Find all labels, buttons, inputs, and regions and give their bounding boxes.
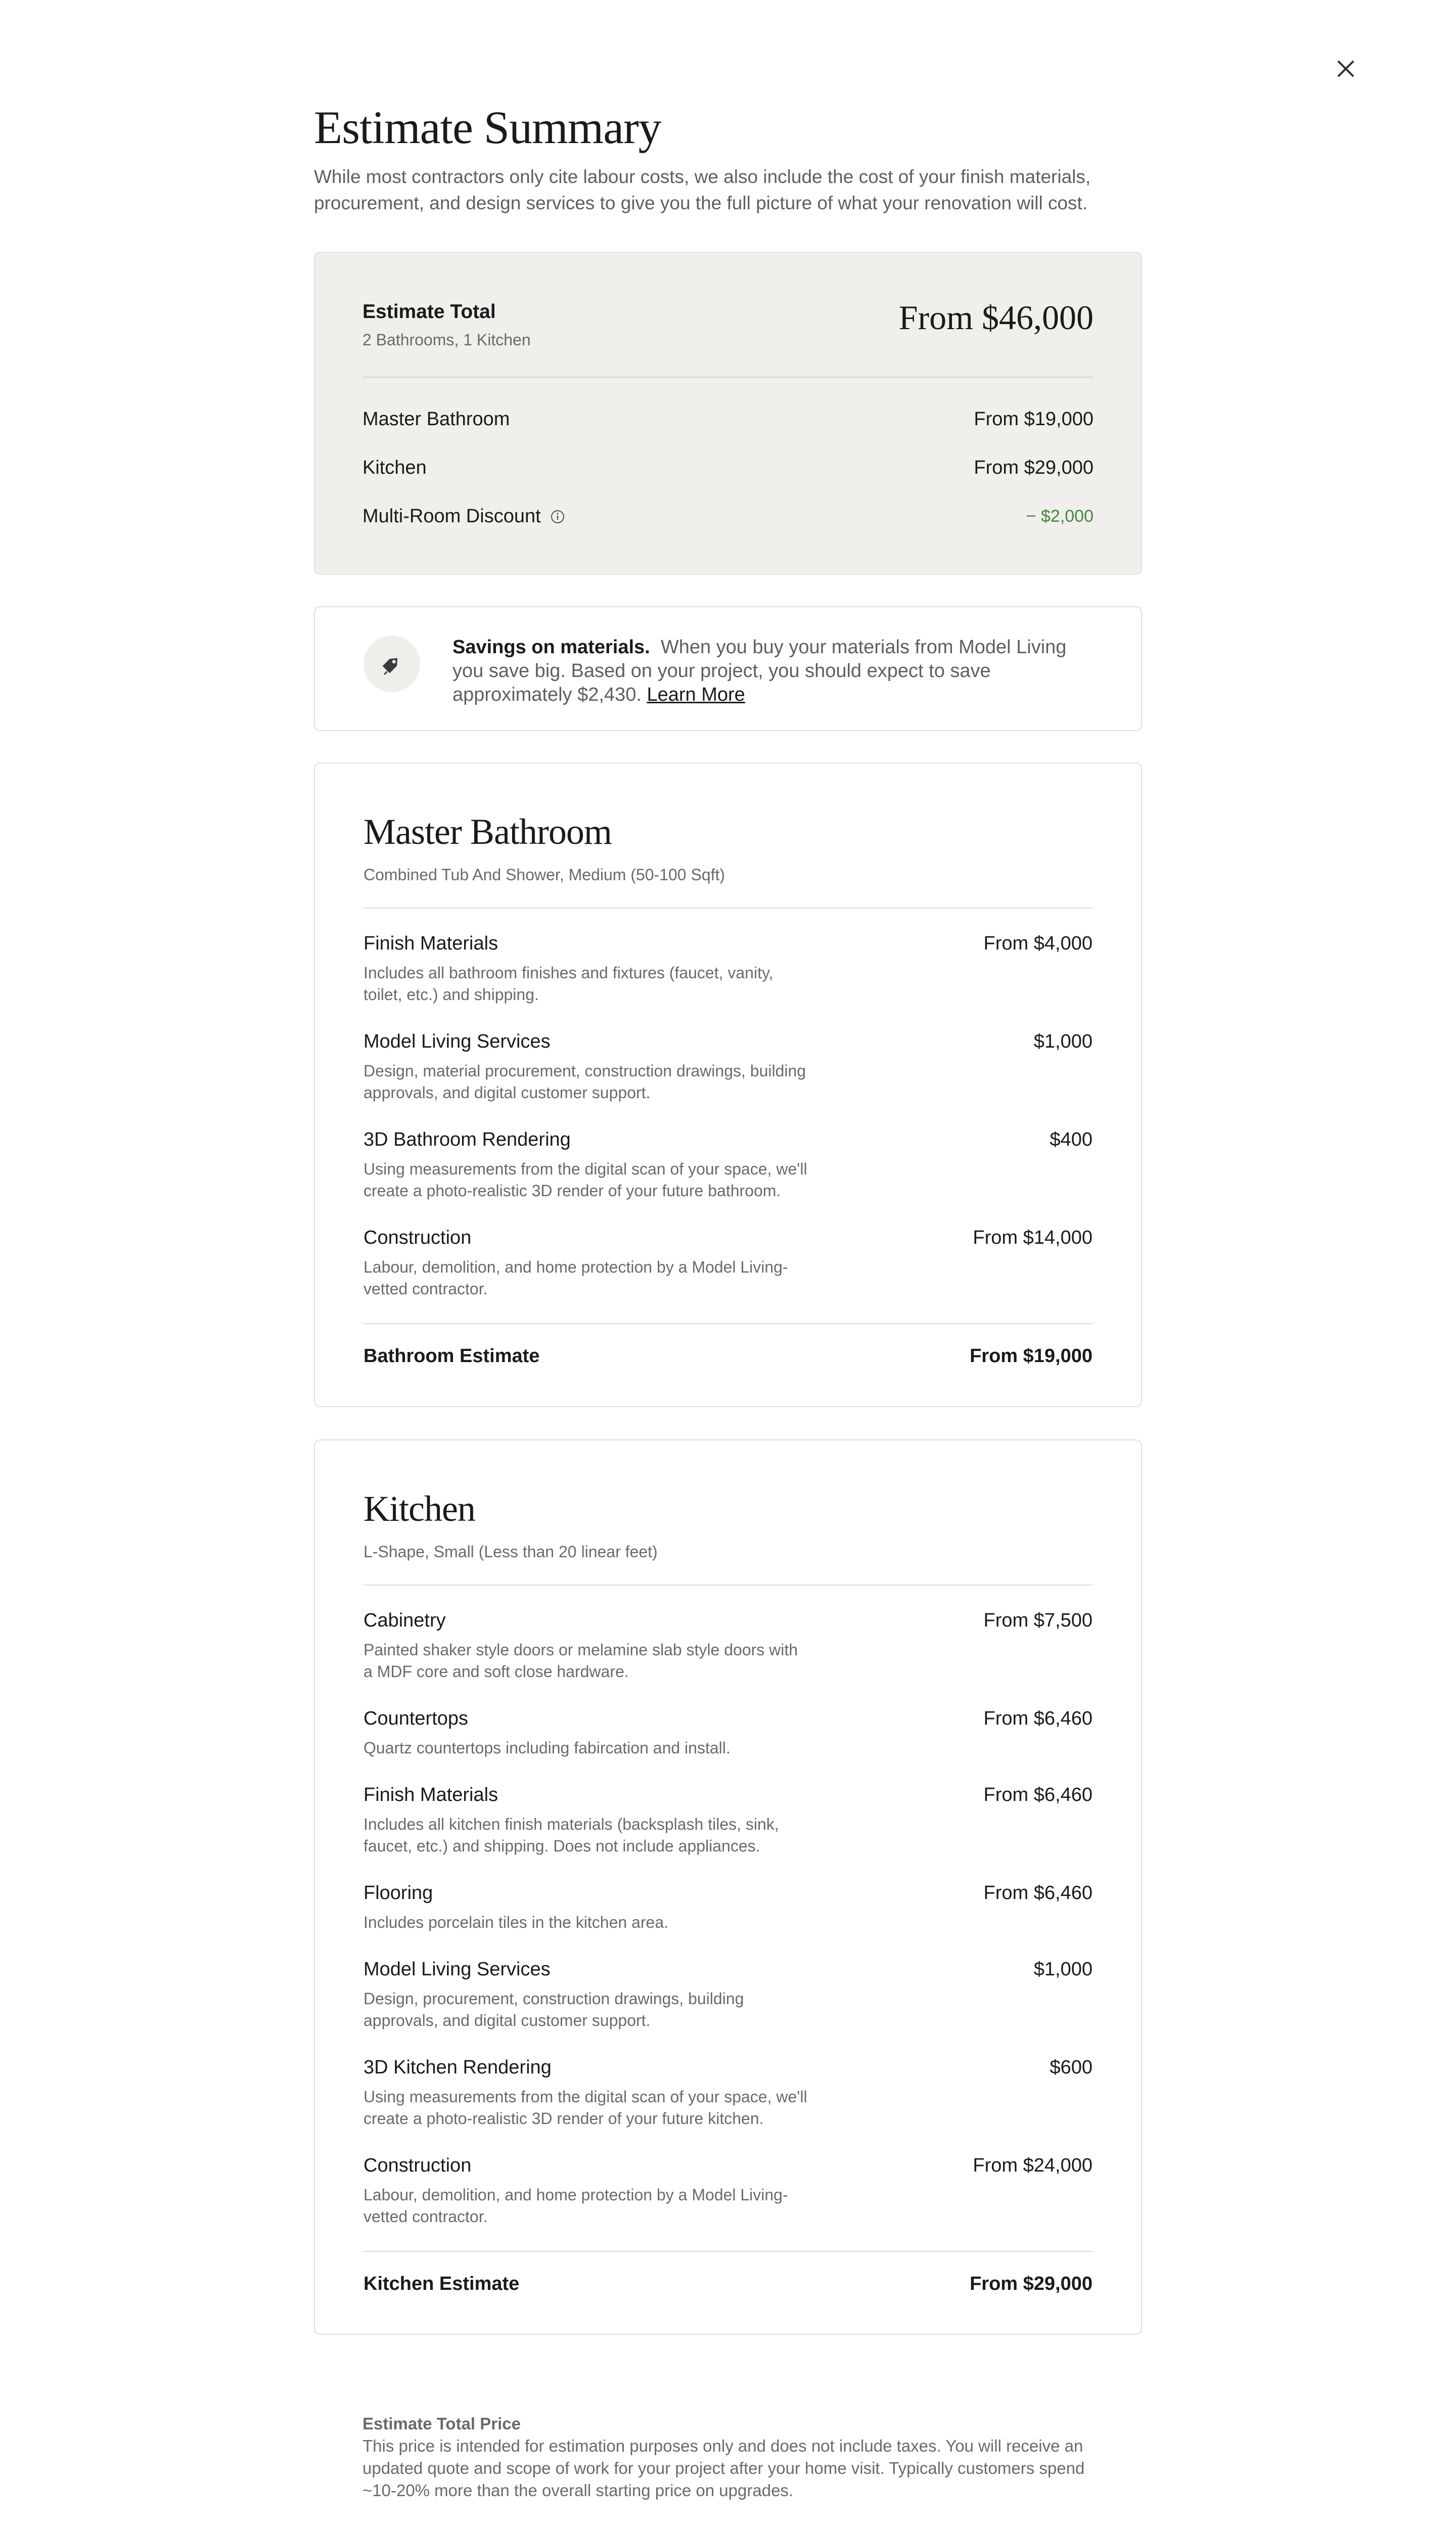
line-item-name: Model Living Services <box>363 1959 551 1980</box>
line-item-3d-rendering <box>363 1127 1093 1202</box>
summary-row-discount <box>362 492 1094 540</box>
room-title: Kitchen <box>363 1488 475 1529</box>
line-item-name: Flooring <box>363 1882 433 1904</box>
room-total-amount: From $19,000 <box>970 1345 1093 1367</box>
room-total-amount: From $29,000 <box>970 2273 1093 2294</box>
line-item-countertops <box>363 1706 1093 1759</box>
note-text: This price is intended for estimation purposes only and does not include taxes. You will receive an updated quote and scope of work for your project after your home visit. Typically customers spend ~10-20% more than the overall starting price on upgrades. <box>362 2436 1085 2500</box>
line-item-name: Cabinetry <box>363 1610 446 1631</box>
line-item-description: Includes all kitchen finish materials (backsplash tiles, sink, faucet, etc.) and shipping. Does not include appliances. <box>363 1815 779 1855</box>
line-item-model-living-services <box>363 1957 1093 2032</box>
summary-row-master-bathroom <box>362 395 1094 443</box>
line-item-price: $600 <box>1050 2057 1093 2078</box>
line-item-price: From $6,460 <box>983 1882 1093 1904</box>
summary-row-amount: From $29,000 <box>974 457 1094 478</box>
line-item-description: Painted shaker style doors or melamine slab style doors with a MDF core and soft close hardware. <box>363 1641 798 1681</box>
page-title: Estimate Summary <box>314 102 661 153</box>
line-item-price: From $4,000 <box>983 933 1093 954</box>
line-item-price: $400 <box>1050 1129 1093 1150</box>
line-item-finish-materials <box>363 1782 1093 1857</box>
line-item-name: Finish Materials <box>363 933 498 954</box>
savings-description: When you buy your materials from Model Living you save big. Based on your project, you should expect to save approximately $2,430. <box>452 637 1067 705</box>
line-item-description: Using measurements from the digital scan of your space, we'll create a photo-realistic 3D render of your future kitchen. <box>363 2088 807 2128</box>
line-item-description: Quartz countertops including fabircation and install. <box>363 1739 731 1757</box>
line-item-price: $1,000 <box>1033 1959 1093 1980</box>
line-item-name: Construction <box>363 1227 472 1248</box>
close-icon <box>1330 53 1362 85</box>
line-item-construction <box>363 2153 1093 2228</box>
line-item-price: From $24,000 <box>973 2155 1093 2176</box>
kitchen-estimate-total <box>363 2271 1093 2296</box>
tag-icon-circle <box>363 636 420 692</box>
room-total-label: Kitchen Estimate <box>363 2273 520 2294</box>
line-item-description: Design, procurement, construction drawings, building approvals, and digital customer support. <box>363 1990 744 2029</box>
line-item-name: Model Living Services <box>363 1031 551 1052</box>
estimate-total-amount: From $46,000 <box>898 298 1094 337</box>
estimate-total-label: Estimate Total <box>362 301 496 323</box>
line-item-description: Design, material procurement, construction drawings, building approvals, and digital customer support. <box>363 1062 806 1102</box>
line-item-flooring <box>363 1880 1093 1933</box>
line-item-description: Includes all bathroom finishes and fixtures (faucet, vanity, toilet, etc.) and shipping. <box>363 964 774 1004</box>
line-item-name: 3D Kitchen Rendering <box>363 2057 552 2078</box>
estimate-total-header <box>362 299 1094 349</box>
line-item-price: $1,000 <box>1033 1031 1093 1052</box>
summary-row-kitchen <box>362 443 1094 492</box>
line-item-price: From $6,460 <box>983 1784 1093 1805</box>
discount-amount: − $2,000 <box>1026 506 1094 526</box>
divider <box>363 1323 1093 1324</box>
discount-label: Multi-Room Discount <box>362 505 541 527</box>
divider <box>362 377 1094 378</box>
info-icon[interactable] <box>550 509 565 524</box>
close-button[interactable] <box>1330 53 1362 85</box>
room-title: Master Bathroom <box>363 811 612 852</box>
line-item-price: From $6,460 <box>983 1708 1093 1729</box>
note-title <box>362 2526 1093 2528</box>
line-item-name: Construction <box>363 2155 472 2176</box>
estimate-total-scope: 2 Bathrooms, 1 Kitchen <box>362 331 531 349</box>
line-item-name: Countertops <box>363 1708 469 1729</box>
line-item-description: Includes porcelain tiles in the kitchen area. <box>363 1913 669 1931</box>
estimate-notes <box>314 2413 1093 2528</box>
note-title: Estimate Total Price <box>362 2414 521 2433</box>
line-item-price: From $7,500 <box>983 1610 1093 1631</box>
line-item-description: Labour, demolition, and home protection by a Model Living-vetted contractor. <box>363 2186 788 2226</box>
master-bathroom-card <box>314 762 1142 1407</box>
line-item-finish-materials <box>363 931 1093 1006</box>
line-item-description: Using measurements from the digital scan of your space, we'll create a photo-realistic 3D render of your future bathroom. <box>363 1160 807 1200</box>
line-item-description: Labour, demolition, and home protection by a Model Living-vetted contractor. <box>363 1258 788 1298</box>
page-subtitle: While most contractors only cite labour costs, we also include the cost of your finish materials, procurement, and design services to give you the full picture of what your renovation will cost. <box>314 166 1091 213</box>
note-cabinetry <box>362 2526 1093 2528</box>
line-item-construction <box>363 1225 1093 1300</box>
learn-more-link[interactable]: Learn More <box>647 684 745 705</box>
line-item-3d-rendering <box>363 2055 1093 2130</box>
content-container <box>314 96 1142 2528</box>
summary-row-label: Kitchen <box>362 457 427 478</box>
estimate-total-card <box>314 252 1142 575</box>
room-total-label: Bathroom Estimate <box>363 1345 540 1367</box>
line-item-name: 3D Bathroom Rendering <box>363 1129 571 1150</box>
price-tag-icon <box>377 649 407 679</box>
room-subtitle: Combined Tub And Shower, Medium (50-100 Sqft) <box>363 866 725 884</box>
divider <box>363 2251 1093 2252</box>
line-item-model-living-services <box>363 1029 1093 1104</box>
savings-card <box>314 606 1142 731</box>
line-item-name: Finish Materials <box>363 1784 498 1805</box>
note-estimate-total-price <box>362 2413 1093 2502</box>
summary-row-label: Master Bathroom <box>362 408 510 430</box>
kitchen-card <box>314 1439 1142 2335</box>
summary-row-amount: From $19,000 <box>974 408 1094 430</box>
divider <box>363 908 1093 909</box>
line-item-price: From $14,000 <box>973 1227 1093 1248</box>
divider <box>363 1585 1093 1586</box>
savings-title: Savings on materials. <box>452 637 650 658</box>
savings-text <box>452 636 1096 707</box>
room-subtitle: L-Shape, Small (Less than 20 linear feet) <box>363 1543 658 1561</box>
bathroom-estimate-total <box>363 1343 1093 1369</box>
line-item-cabinetry <box>363 1608 1093 1683</box>
